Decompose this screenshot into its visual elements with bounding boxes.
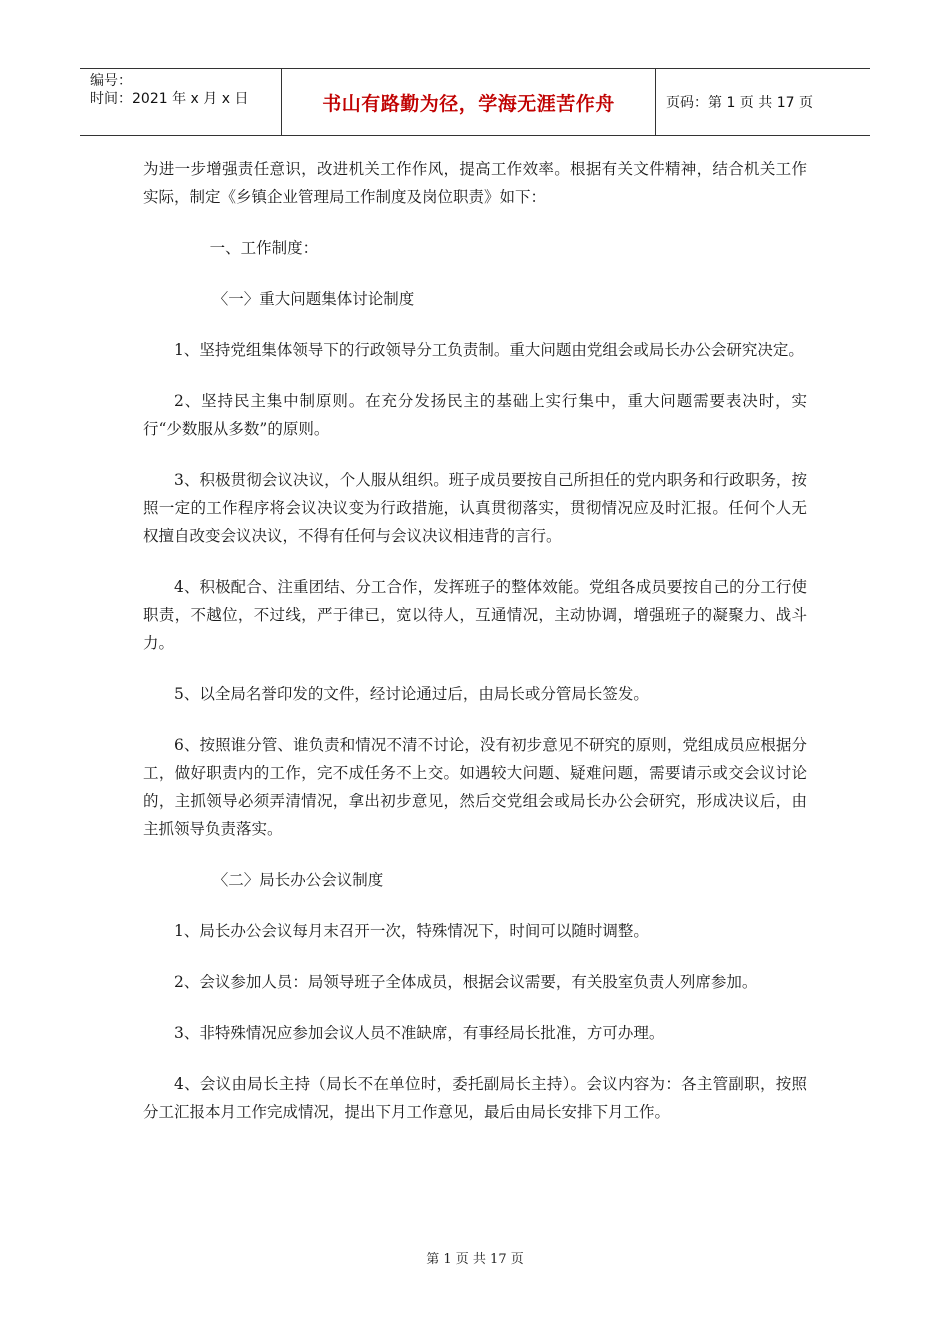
document-date: 时间：2021 年 x 月 x 日 bbox=[90, 91, 249, 107]
body-paragraph: 5、以全局名誉印发的文件，经讨论通过后，由局长或分管局长签发。 bbox=[174, 685, 649, 703]
header-motto: 书山有路勤为径，学海无涯苦作舟 bbox=[282, 69, 656, 135]
page-footer: 第 1 页 共 17 页 bbox=[426, 1252, 524, 1267]
body-paragraph: 3、积极贯彻会议决议，个人服从组织。班子成员要按自己所担任的党内职务和行政职务，按照一定的工作程序将会议决议变为行政措施，认真贯彻落实，贯彻情况应及时汇报。任何个人无权擅自改变会议决议，不得有任何与会议决议相违背的言行。 bbox=[143, 471, 807, 545]
document-body bbox=[143, 155, 807, 1149]
body-paragraph: 4、积极配合、注重团结、分工合作，发挥班子的整体效能。党组各成员要按自己的分工行使职责，不越位，不过线，严于律已，宽以待人，互通情况，主动协调，增强班子的凝聚力、战斗力。 bbox=[143, 578, 807, 652]
body-paragraph: 1、坚持党组集体领导下的行政领导分工负责制。重大问题由党组会或局长办公会研究决定。 bbox=[174, 341, 804, 359]
section-heading: 〈一〉重大问题集体讨论制度 bbox=[212, 290, 415, 308]
body-paragraph: 2、坚持民主集中制原则。在充分发扬民主的基础上实行集中，重大问题需要表决时，实行“少数服从多数”的原则。 bbox=[143, 392, 807, 438]
section-heading: 〈二〉局长办公会议制度 bbox=[212, 871, 384, 889]
document-header bbox=[80, 68, 870, 136]
body-paragraph: 3、非特殊情况应参加会议人员不准缺席，有事经局长批准，方可办理。 bbox=[174, 1024, 665, 1042]
header-meta-cell bbox=[80, 69, 282, 135]
body-paragraph: 为进一步增强责任意识，改进机关工作作风，提高工作效率。根据有关文件精神，结合机关工作实际，制定《乡镇企业管理局工作制度及岗位职责》如下： bbox=[143, 160, 807, 206]
section-heading: 一、工作制度： bbox=[209, 239, 319, 257]
document-number-label: 编号： bbox=[90, 73, 132, 89]
body-paragraph: 6、按照谁分管、谁负责和情况不清不讨论，没有初步意见不研究的原则，党组成员应根据分工，做好职责内的工作，完不成任务不上交。如遇较大问题、疑难问题，需要请示或交会议讨论的，主抓领导必须弄清情况，拿出初步意见，然后交党组会或局长办公会研究，形成决议后，由主抓领导负责落实。 bbox=[143, 736, 807, 838]
body-paragraph: 2、会议参加人员：局领导班子全体成员，根据会议需要，有关股室负责人列席参加。 bbox=[174, 973, 758, 991]
body-paragraph: 1、局长办公会议每月末召开一次，特殊情况下，时间可以随时调整。 bbox=[174, 922, 649, 940]
header-page-info: 页码：第 1 页 共 17 页 bbox=[666, 95, 813, 111]
body-paragraph: 4、会议由局长主持（局长不在单位时，委托副局长主持）。会议内容为：各主管副职，按照分工汇报本月工作完成情况，提出下月工作意见，最后由局长安排下月工作。 bbox=[143, 1075, 807, 1121]
